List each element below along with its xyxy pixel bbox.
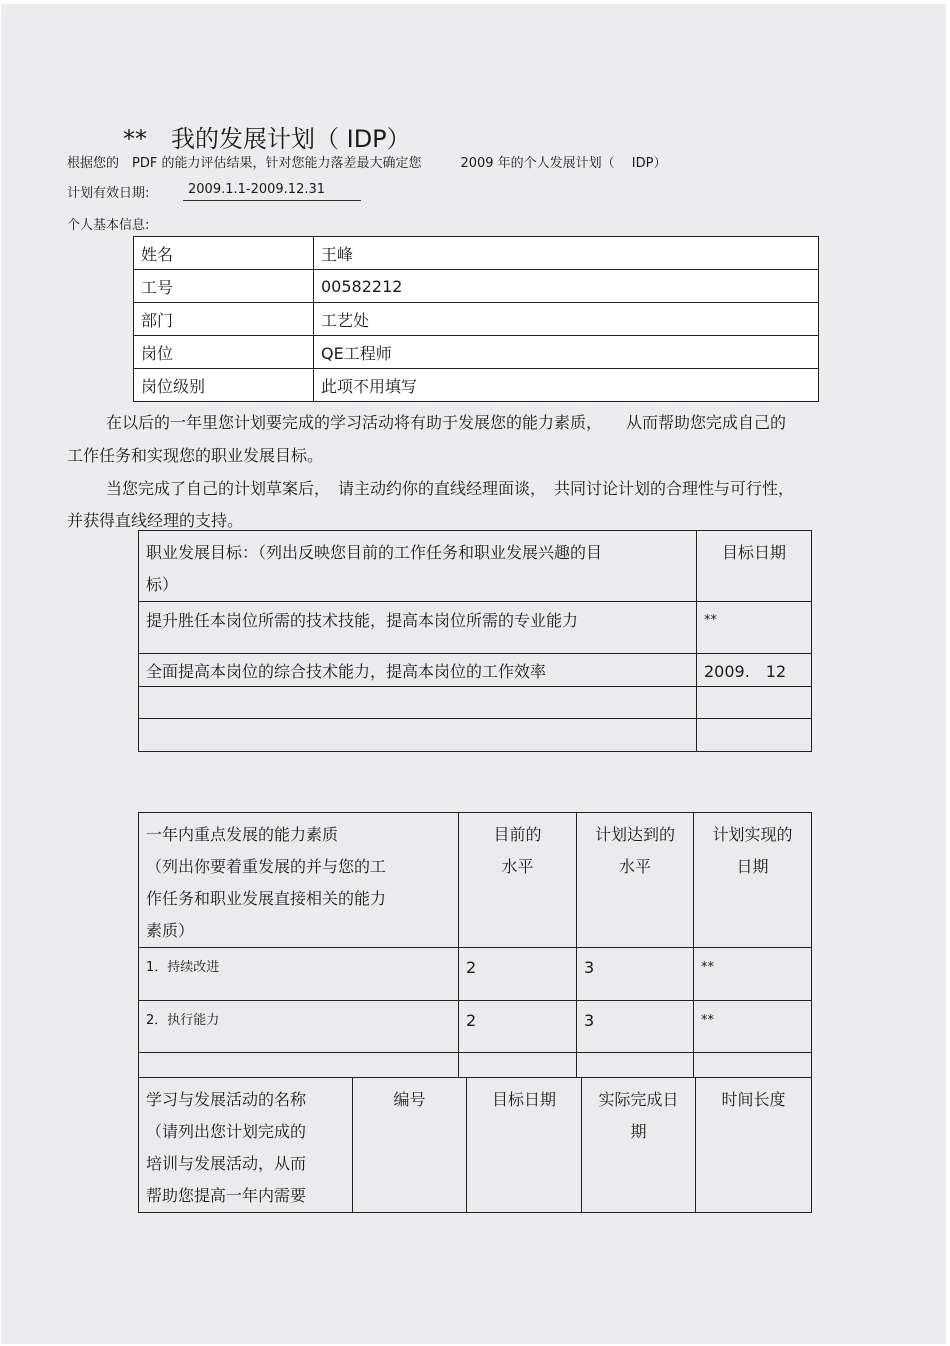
info-value: 王峰 [314, 237, 819, 270]
info-value: 工艺处 [314, 303, 819, 336]
paragraph-1-line-1: 在以后的一年里您计划要完成的学习活动将有助于发展您的能力素质， 从而帮助您完成自己的 [106, 413, 787, 432]
valid-period-label: 计划有效日期: [67, 186, 150, 201]
competency-header [139, 813, 459, 948]
page-title: ** 我的发展计划（ IDP） [123, 125, 411, 153]
table-header-row [139, 813, 812, 948]
info-label: 岗位级别 [134, 369, 314, 402]
competency-cell: 2．执行能力 [139, 1001, 459, 1053]
goal-cell: 全面提高本岗位的综合技术能力，提高本岗位的工作效率 [139, 654, 697, 687]
competency-table [138, 812, 812, 1086]
date-cell: ** [697, 602, 812, 654]
current-level-cell: 2 [459, 948, 577, 1001]
duration-header: 时间长度 [696, 1078, 812, 1213]
header-line: 日期 [736, 857, 769, 876]
date-cell [697, 719, 812, 752]
table-row [134, 303, 819, 336]
info-label: 工号 [134, 270, 314, 303]
header-line: 水平 [618, 857, 651, 876]
planned-date-cell: ** [694, 1001, 812, 1053]
valid-period-value: 2009.1.1-2009.12.31 [188, 182, 326, 197]
header-line: （列出你要着重发展的并与您的工 [146, 857, 387, 876]
goal-header-line: 标） [146, 575, 179, 594]
activity-table [138, 1077, 812, 1213]
goal-header [139, 531, 697, 602]
goal-header-line: 职业发展目标：（列出反映您目前的工作任务和职业发展兴趣的目 [146, 543, 603, 562]
table-row [139, 719, 812, 752]
paragraph-2-line-2: 并获得直线经理的支持。 [67, 511, 244, 530]
goal-cell [139, 719, 697, 752]
planned-date-cell: ** [694, 948, 812, 1001]
info-value: 00582212 [314, 270, 819, 303]
info-label: 姓名 [134, 237, 314, 270]
header-line: 实际完成日 [598, 1090, 679, 1109]
table-header-row [139, 531, 812, 602]
table-row [139, 1001, 812, 1053]
header-line: 帮助您提高一年内需要 [146, 1186, 307, 1205]
target-date-header: 目标日期 [697, 531, 812, 602]
date-cell: 2009. 12 [697, 654, 812, 687]
info-label: 岗位 [134, 336, 314, 369]
header-line: 计划实现的 [712, 825, 793, 844]
target-level-cell: 3 [577, 1001, 694, 1053]
target-level-header [577, 813, 694, 948]
valid-period-underline [183, 200, 361, 201]
table-row [134, 237, 819, 270]
competency-cell: 1．持续改进 [139, 948, 459, 1001]
header-line: （请列出您计划完成的 [146, 1122, 307, 1141]
goal-cell: 提升胜任本岗位所需的技术技能，提高本岗位所需的专业能力 [139, 602, 697, 654]
table-row [139, 602, 812, 654]
current-level-cell: 2 [459, 1001, 577, 1053]
table-row [134, 270, 819, 303]
basic-info-label: 个人基本信息: [67, 218, 150, 233]
header-line: 目前的 [493, 825, 542, 844]
table-row [134, 336, 819, 369]
header-line: 计划达到的 [594, 825, 675, 844]
header-line: 培训与发展活动，从而 [146, 1154, 307, 1173]
number-header: 编号 [353, 1078, 467, 1213]
document-page [1, 4, 946, 1344]
info-value: 此项不用填写 [314, 369, 819, 402]
table-row [134, 369, 819, 402]
header-line: 水平 [501, 857, 534, 876]
table-row [139, 687, 812, 719]
table-header-row [139, 1078, 812, 1213]
actual-date-header [582, 1078, 696, 1213]
info-value: QE工程师 [314, 336, 819, 369]
basic-info-table [133, 236, 819, 402]
header-line: 一年内重点发展的能力素质 [146, 825, 339, 844]
current-level-header [459, 813, 577, 948]
target-date-header: 目标日期 [467, 1078, 582, 1213]
planned-date-header [694, 813, 812, 948]
header-line: 学习与发展活动的名称 [146, 1090, 307, 1109]
header-line: 素质） [146, 921, 195, 940]
paragraph-1-line-2: 工作任务和实现您的职业发展目标。 [67, 446, 324, 465]
table-row [139, 948, 812, 1001]
intro-text: 根据您的 PDF 的能力评估结果，针对您能力落差最大确定您 2009 年的个人发展计划（ IDP） [67, 156, 667, 171]
info-label: 部门 [134, 303, 314, 336]
activity-name-header [139, 1078, 353, 1213]
career-goals-table [138, 530, 812, 752]
header-line: 作任务和职业发展直接相关的能力 [146, 889, 387, 908]
table-row [139, 654, 812, 687]
paragraph-2-line-1: 当您完成了自己的计划草案后， 请主动约你的直线经理面谈， 共同讨论计划的合理性与可行性， [106, 479, 795, 498]
header-line: 期 [630, 1122, 647, 1141]
goal-cell [139, 687, 697, 719]
date-cell [697, 687, 812, 719]
target-level-cell: 3 [577, 948, 694, 1001]
